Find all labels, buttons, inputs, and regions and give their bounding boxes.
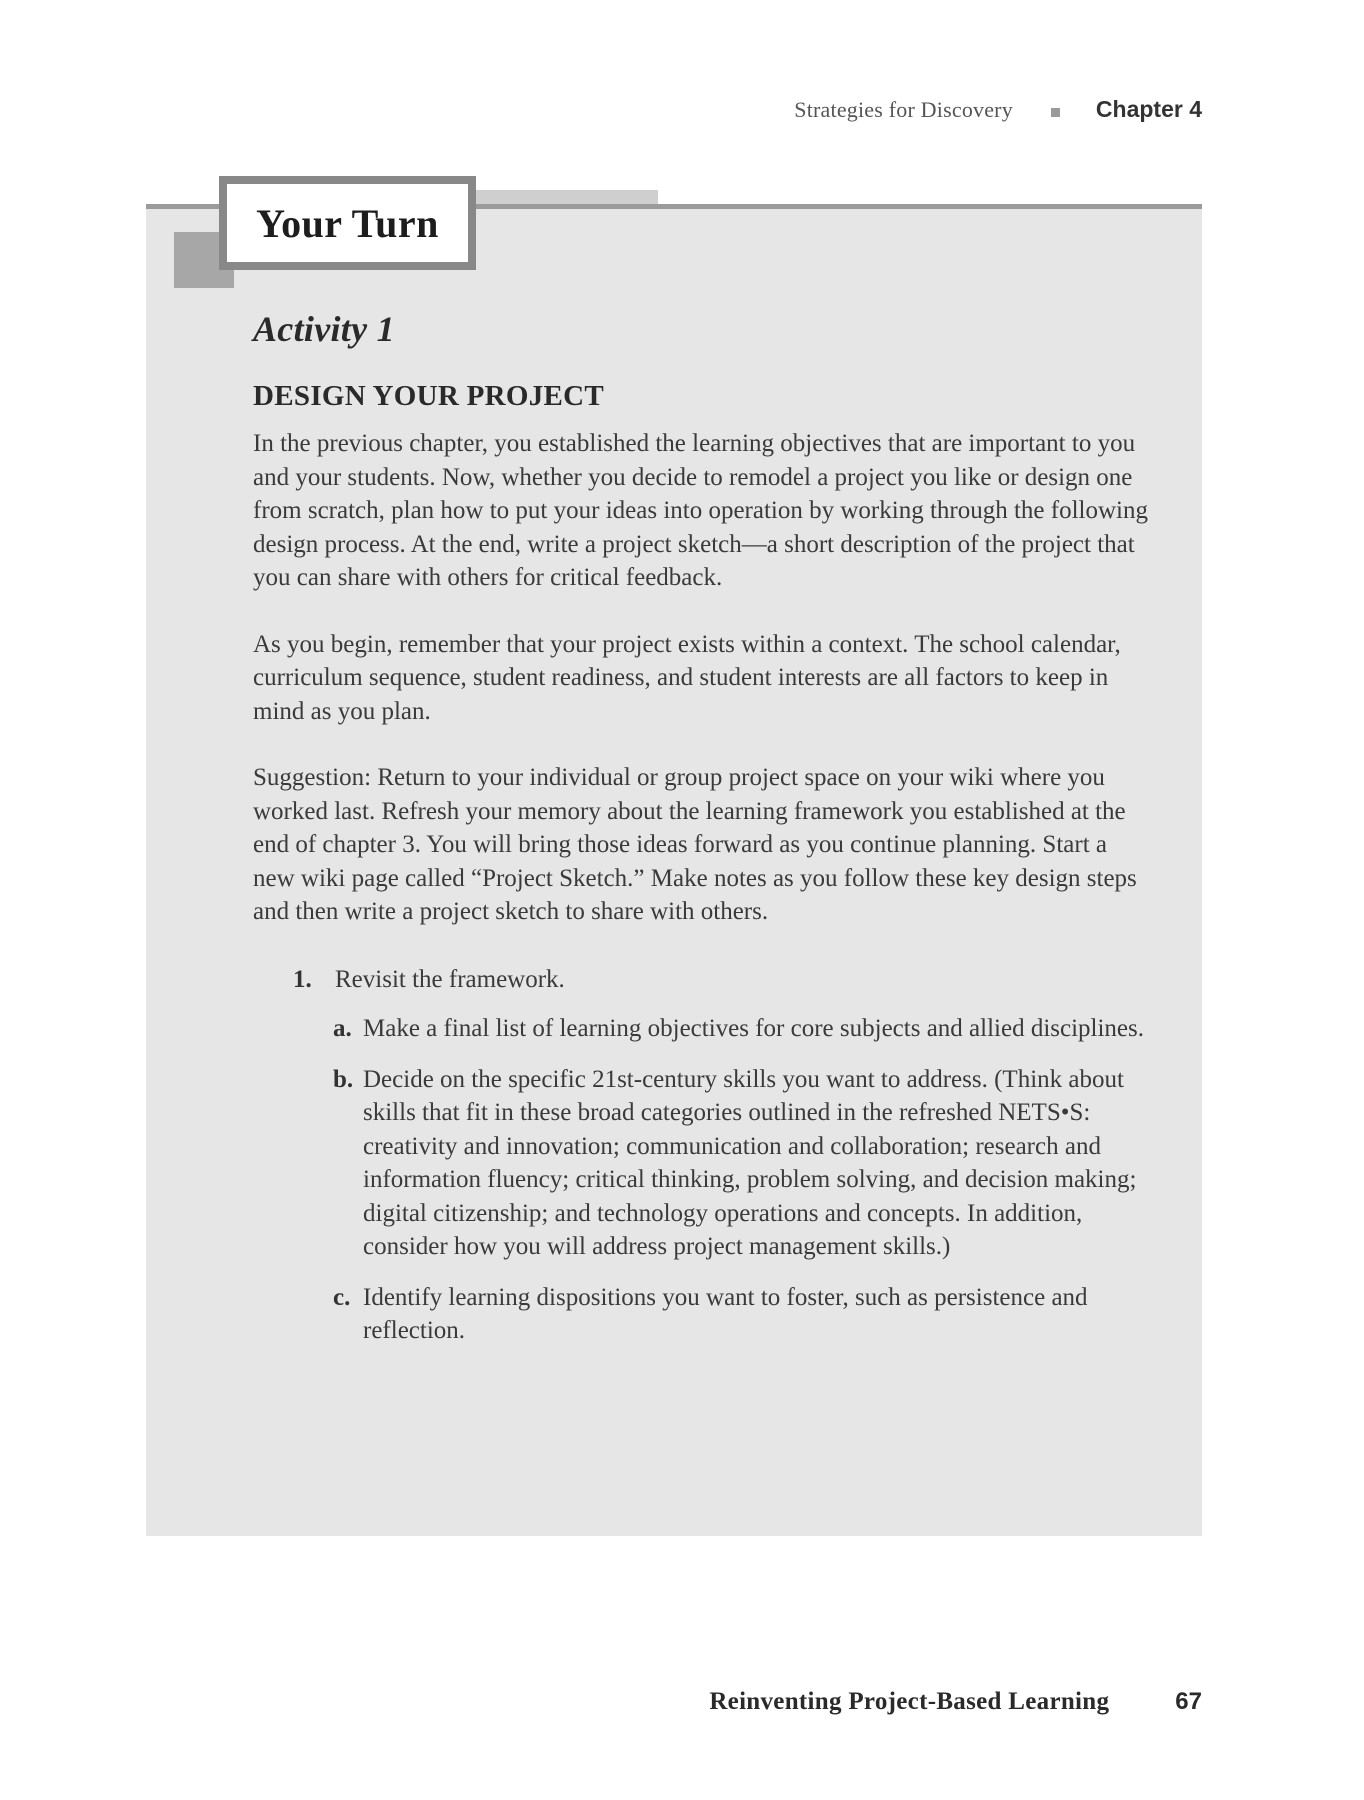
paragraph: In the previous chapter, you established the learning objectives that are important to you and your students. Now, whether you decide to remodel a project you like or design one from scratch, plan how to put your ideas into operation by working through the following design process. At the end, write a project sketch—a short description of the project that you can share with others for critical feedback. [253, 430, 1148, 591]
panel-content [253, 300, 1153, 1365]
section-heading: DESIGN YOUR PROJECT [253, 380, 605, 412]
sub-step-text: Make a final list of learning objectives for core subjects and allied disciplines. [363, 1015, 1145, 1042]
page-footer [709, 1688, 1202, 1716]
list-item [333, 1063, 1153, 1264]
square-bullet-icon [1051, 108, 1060, 117]
step-text: Revisit the framework. [335, 965, 565, 993]
running-header-section: Strategies for Discovery [794, 97, 1013, 122]
sub-step-letter: b. [333, 1065, 354, 1093]
design-steps-list [293, 963, 1153, 1348]
list-item [333, 1012, 1153, 1046]
activity-title: Activity 1 [253, 309, 395, 349]
sub-step-letter: c. [333, 1283, 351, 1311]
running-header [794, 96, 1202, 123]
sub-step-text: Decide on the specific 21st-century skills you want to address. (Think about skills that fit in these broad categories outlined in the refreshed NETS•S: creativity and innovation; communication and collaboration; research and information fluency; critical thinking, problem solving, and decision making; digital citizenship; and technology operations and concepts. In addition, consider how you will address project management skills.) [363, 1065, 1137, 1260]
paragraph: Suggestion: Return to your individual or group project space on your wiki where you worked last. Refresh your memory about the learning framework you established at the end of chapter 3. You will bring those ideas forward as you continue planning. Start a new wiki page called “Project Sketch.” Make notes as you follow these key design steps and then write a project sketch to share with others. [253, 764, 1137, 925]
sub-step-text: Identify learning dispositions you want to foster, such as persistence and reflection. [363, 1283, 1088, 1344]
list-item [293, 963, 1153, 997]
paragraph: As you begin, remember that your project exists within a context. The school calendar, curriculum sequence, student readiness, and student interests are all factors to keep in mind as you plan. [253, 630, 1121, 725]
footer-book-title: Reinventing Project-Based Learning [709, 1688, 1110, 1715]
list-item [333, 1281, 1153, 1348]
tab-decoration-bar [470, 190, 658, 204]
your-turn-tab [219, 176, 476, 270]
sub-step-letter: a. [333, 1015, 352, 1042]
page-number: 67 [1175, 1688, 1202, 1715]
sub-steps-list [333, 1012, 1153, 1348]
step-number: 1. [293, 965, 312, 993]
running-header-chapter: Chapter 4 [1095, 96, 1202, 122]
your-turn-title: Your Turn [256, 200, 439, 246]
